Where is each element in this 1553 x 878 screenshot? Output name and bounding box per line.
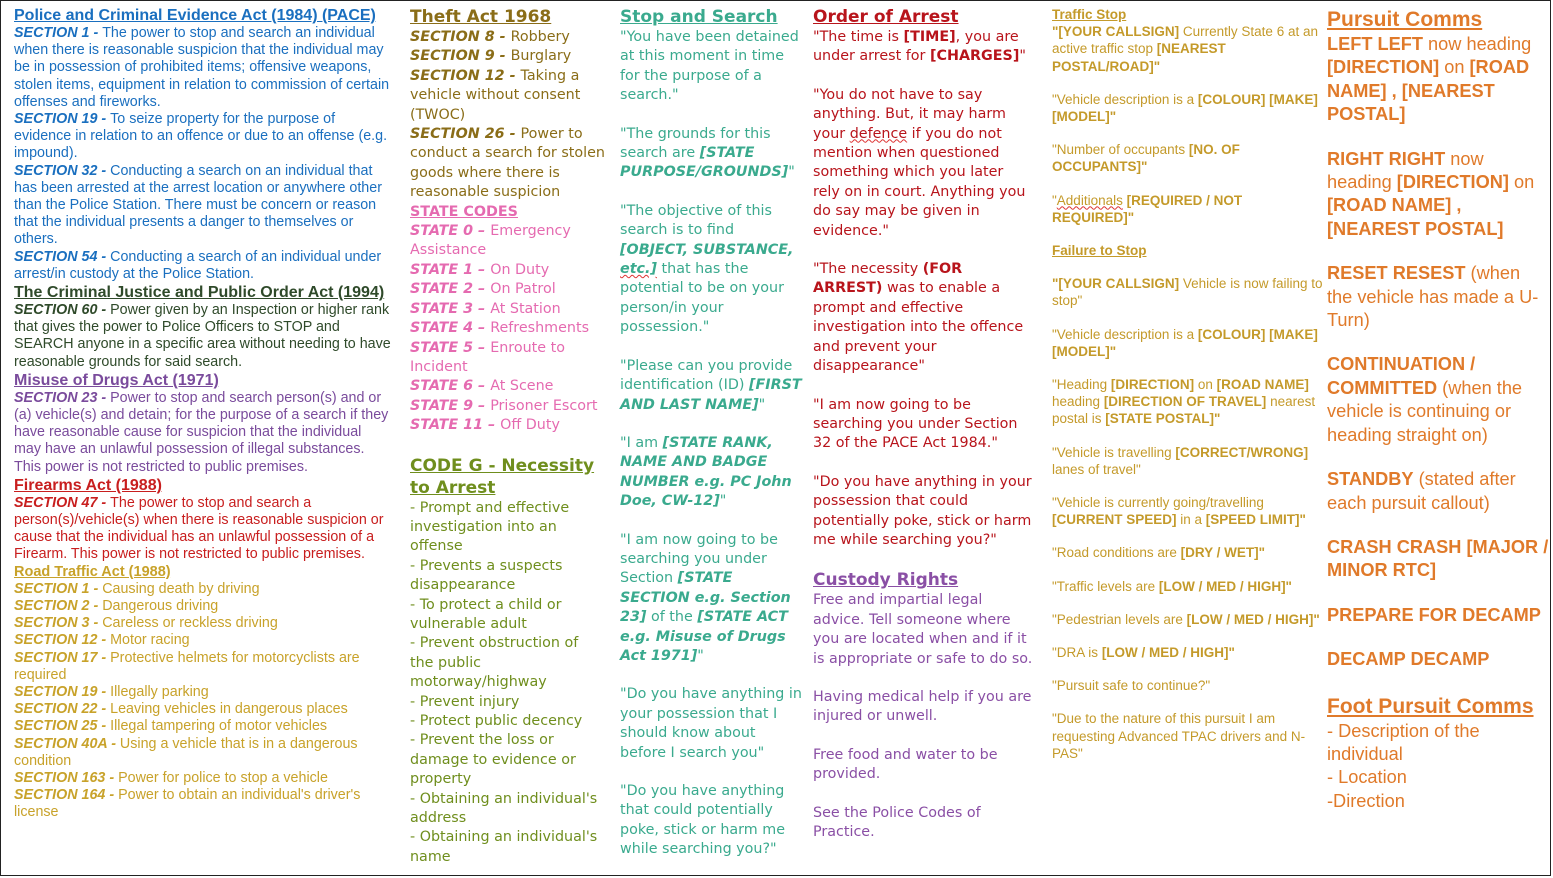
- pursuit-line: "[YOUR CALLSIGN] Vehicle is now failing to stop": [1052, 276, 1323, 309]
- code-g-item: - To protect a child or vulnerable adult: [410, 596, 562, 632]
- column-stop-search: [620, 6, 802, 860]
- custody-line: Free and impartial legal advice. Tell someone where you are located when and if it is appropriate or safe to do so.: [813, 592, 1033, 667]
- state-code-item: STATE 11 – Off Duty: [410, 417, 560, 434]
- traffic-stop-title: Traffic Stop: [1052, 7, 1127, 22]
- state-codes-title: STATE CODES: [410, 203, 518, 220]
- pursuit-comm: DECAMP DECAMP: [1327, 649, 1490, 670]
- rta-item: SECTION 2 - Dangerous driving: [14, 597, 219, 614]
- mda-title: Misuse of Drugs Act (1971): [14, 371, 219, 389]
- pursuit-comm: CRASH CRASH [MAJOR / MINOR RTC]: [1327, 536, 1549, 581]
- section-label: SECTION 60 -: [14, 302, 111, 319]
- rta-title: Road Traffic Act (1988): [14, 563, 171, 580]
- rta-section: [14, 564, 392, 822]
- code-g-item: - Obtaining an individual's name: [410, 829, 598, 865]
- rta-item: SECTION 163 - Power for police to stop a vehicle: [14, 769, 328, 786]
- pursuit-comm: LEFT LEFT now heading [DIRECTION] on [ROAD NAME] , [NEAREST POSTAL]: [1327, 34, 1532, 125]
- custody-line: See the Police Codes of Practice.: [813, 804, 981, 840]
- theft-item: SECTION 8 - Robbery: [410, 29, 570, 45]
- custody-section: [813, 569, 1033, 842]
- pursuit-line: "Traffic levels are [LOW / MED / HIGH]": [1052, 578, 1292, 594]
- section-text: Conducting a search on an individual that has been arrested at the arrest location or anywhere other than the Police Station. There must be concern or reason that the individual presents a danger to themselves or others.: [14, 162, 382, 248]
- rta-item: SECTION 1 - Causing death by driving: [14, 580, 260, 597]
- section-label: SECTION 1 -: [14, 25, 103, 41]
- section-text: To seize property for the purpose of evidence in relation to an offence or due to an offense (e.g. impound).: [14, 111, 388, 162]
- theft-item: SECTION 12 - Taking a vehicle without consent (TWOC): [410, 67, 581, 123]
- pursuit-line: "Pursuit safe to continue?": [1052, 678, 1211, 694]
- fa-section: [14, 476, 392, 564]
- cjpo-title: The Criminal Justice and Public Order Act (1994): [14, 284, 385, 302]
- code-g-item: - Obtaining an individual's address: [410, 790, 598, 827]
- foot-pursuit-title: Foot Pursuit Comms: [1327, 694, 1534, 718]
- code-g-item: - Prevent obstruction of the public motorway/highway: [410, 635, 579, 691]
- state-code-item: STATE 6 – At Scene: [410, 378, 554, 395]
- column-traffic: [1052, 6, 1327, 762]
- failure-to-stop-title: Failure to Stop: [1052, 243, 1147, 259]
- theft-title: Theft Act 1968: [410, 7, 552, 27]
- pace-title: Police and Criminal Evidence Act (1984) (PACE): [14, 7, 376, 24]
- stop-search-line: "Do you have anything in your possession that I should know about before I search you": [620, 686, 802, 761]
- section-label: SECTION 23 -: [14, 389, 111, 406]
- cjpo-section: [14, 283, 392, 371]
- fa-title: Firearms Act (1988): [14, 476, 162, 494]
- traffic-line: "Vehicle description is a [COLOUR] [MAKE] [MODEL]": [1052, 91, 1318, 125]
- pursuit-comm: RIGHT RIGHT now heading [DIRECTION] on [ROAD NAME] , [NEAREST POSTAL]: [1327, 148, 1535, 239]
- section-label: SECTION 32 -: [14, 162, 111, 179]
- state-codes-section: [410, 203, 606, 436]
- code-g-item: - Prompt and effective investigation into an offense: [410, 499, 570, 555]
- rta-item: SECTION 164 - Power to obtain an individual's driver's license: [14, 787, 361, 821]
- traffic-line: "[YOUR CALLSIGN] Currently State 6 at an active traffic stop [NEAREST POSTAL/ROAD]": [1052, 24, 1318, 74]
- code-g-item: - Prevent injury: [410, 693, 520, 710]
- pursuit-comm: CONTINUATION / COMMITTED (when the vehicle is continuing or heading straight on): [1327, 354, 1523, 445]
- arrest-line: "The time is [TIME], you are under arrest for [CHARGES]": [813, 29, 1026, 65]
- column-pursuit-comms: [1327, 6, 1549, 813]
- stop-search-line: "Please can you provide identification (ID) [FIRST AND LAST NAME]": [620, 357, 802, 413]
- arrest-line: "I am now going to be searching you under Section 32 of the PACE Act 1984.": [813, 396, 1018, 452]
- pursuit-line: "Vehicle is travelling [CORRECT/WRONG] lanes of travel": [1052, 444, 1309, 477]
- pursuit-line: "Vehicle description is a [COLOUR] [MAKE] [MODEL]": [1052, 326, 1318, 359]
- rta-item: SECTION 12 - Motor racing: [14, 632, 190, 649]
- state-code-item: STATE 1 – On Duty: [410, 261, 550, 278]
- pursuit-comm: PREPARE FOR DECAMP: [1327, 604, 1541, 625]
- code-g-item: - Protect public decency: [410, 713, 583, 729]
- stop-search-line: "Do you have anything that could potentially poke, stick or harm me while searching you?": [620, 783, 786, 858]
- arrest-line: "The necessity (FOR ARREST) was to enable a prompt and effective investigation into the offence and prevent your disappearance": [813, 261, 1024, 375]
- code-g-item: - Prevent the loss or damage to evidence or property: [410, 732, 576, 788]
- theft-item: SECTION 26 - Power to conduct a search for stolen goods where there is reasonable suspicion: [410, 126, 605, 201]
- stop-search-line: "I am [STATE RANK, NAME AND BADGE NUMBER e.g. PC John Doe, CW-12]": [620, 434, 792, 510]
- stop-search-title: Stop and Search: [620, 7, 778, 27]
- rta-item: SECTION 40A - Using a vehicle that is in a dangerous condition: [14, 735, 358, 769]
- section-text: Conducting a search of an individual under arrest/in custody at the Police Station.: [14, 248, 382, 282]
- custody-line: Free food and water to be provided.: [813, 746, 998, 783]
- arrest-section: [813, 6, 1033, 550]
- rta-item: SECTION 3 - Careless or reckless driving: [14, 615, 278, 632]
- arrest-title: Order of Arrest: [813, 7, 959, 27]
- column-legislation: [14, 6, 392, 822]
- custody-line: Having medical help if you are injured or unwell.: [813, 688, 1032, 725]
- state-code-item: STATE 2 – On Patrol: [410, 281, 556, 298]
- code-g-title: CODE G - Necessity to Arrest: [410, 455, 595, 498]
- pursuit-comm: STANDBY (stated after each pursuit callout): [1327, 469, 1516, 513]
- code-g-item: - Prevents a suspects disappearance: [410, 557, 563, 594]
- theft-item: SECTION 9 - Burglary: [410, 48, 572, 65]
- traffic-line: "Number of occupants [NO. OF OCCUPANTS]": [1052, 142, 1240, 175]
- pursuit-line: "Due to the nature of this pursuit I am requesting Advanced TPAC drivers and N-PAS": [1052, 711, 1306, 761]
- rta-item: SECTION 25 - Illegal tampering of motor vehicles: [14, 718, 328, 735]
- column-arrest: [813, 6, 1033, 842]
- arrest-line: "You do not have to say anything. But, it may harm your defence if you do not mention when questioned something which you later rely on in court. Anything you do say may be given in evidence.": [813, 86, 1026, 239]
- pursuit-comms-title: Pursuit Comms: [1327, 8, 1483, 31]
- code-g-section: [410, 455, 606, 868]
- rta-item: SECTION 22 - Leaving vehicles in dangerous places: [14, 701, 348, 718]
- section-label: SECTION 47 -: [14, 494, 111, 511]
- state-code-item: STATE 3 – At Station: [410, 300, 561, 317]
- state-code-item: STATE 4 – Refreshments: [410, 320, 590, 337]
- foot-pursuit-item: -Direction: [1327, 790, 1405, 811]
- column-theft-codes: [410, 6, 606, 867]
- foot-pursuit-item: - Location: [1327, 767, 1407, 788]
- pursuit-line: "Heading [DIRECTION] on [ROAD NAME] heading [DIRECTION OF TRAVEL] nearest postal is [STATE POSTAL]": [1052, 377, 1316, 427]
- section-text: The power to stop and search an individual when there is reasonable suspicion that the individual may be in possession of prohibited items; offensive weapons, stolen items, equipment in relation to commission of certain offenses and fireworks.: [14, 25, 390, 110]
- pursuit-line: "Pedestrian levels are [LOW / MED / HIGH]": [1052, 611, 1320, 627]
- pace-section: [14, 6, 392, 283]
- section-text: The power to stop and search a person(s)/vehicle(s) when there is reasonable suspicion or cause that the individual has an unlawful possession of a Firearm. This power is not restricted to public premises.: [14, 494, 384, 563]
- section-label: SECTION 54 -: [14, 248, 111, 265]
- stop-search-line: "I am now going to be searching you under Section [STATE SECTION e.g. Section 23] of the [STATE ACT e.g. Misuse of Drugs Act 1971]": [620, 531, 791, 664]
- pursuit-line: "Road conditions are [DRY / WET]": [1052, 545, 1266, 561]
- pursuit-line: "DRA is [LOW / MED / HIGH]": [1052, 645, 1235, 661]
- rta-item: SECTION 17 - Protective helmets for motorcyclists are required: [14, 649, 360, 683]
- section-text: Power to stop and search person(s) and or (a) vehicle(s) and detain; for the purpose of a search if they have reasonable cause for suspicion that the individual may have an unlawful possession of illegal substances. This power is not restricted to public premises.: [14, 389, 389, 475]
- foot-pursuit-item: - Description of the individual: [1327, 720, 1480, 764]
- rta-item: SECTION 19 - Illegally parking: [14, 683, 209, 700]
- pursuit-comm: RESET RESEST (when the vehicle has made a U-Turn): [1327, 263, 1539, 331]
- section-text: Power given by an Inspection or higher rank that gives the power to Police Officers to STOP and SEARCH anyone in a specific area without needing to have reasonable grounds for said search.: [14, 302, 391, 370]
- stop-search-line: "The grounds for this search are [STATE PURPOSE/GROUNDS]": [620, 125, 795, 181]
- stop-search-line: "The objective of this search is to find [OBJECT, SUBSTANCE, etc.] that has the potential to be on your person/in your possession.": [620, 202, 794, 336]
- state-code-item: STATE 5 – Enroute to Incident: [410, 339, 565, 375]
- mda-section: [14, 371, 392, 476]
- section-label: SECTION 19 -: [14, 111, 111, 128]
- stop-search-line: "You have been detained at this moment in time for the purpose of a search.": [620, 29, 799, 104]
- pursuit-line: "Vehicle is currently going/travelling [CURRENT SPEED] in a [SPEED LIMIT]": [1052, 495, 1306, 528]
- arrest-line: "Do you have anything in your possession that could potentially poke, stick or harm me while searching you?": [813, 473, 1032, 548]
- custody-title: Custody Rights: [813, 570, 959, 591]
- state-code-item: STATE 9 – Prisoner Escort: [410, 397, 598, 414]
- state-code-item: STATE 0 – Emergency Assistance: [410, 223, 571, 259]
- traffic-line: "Additionals [REQUIRED / NOT REQUIRED]": [1052, 192, 1243, 225]
- theft-section: [410, 6, 606, 203]
